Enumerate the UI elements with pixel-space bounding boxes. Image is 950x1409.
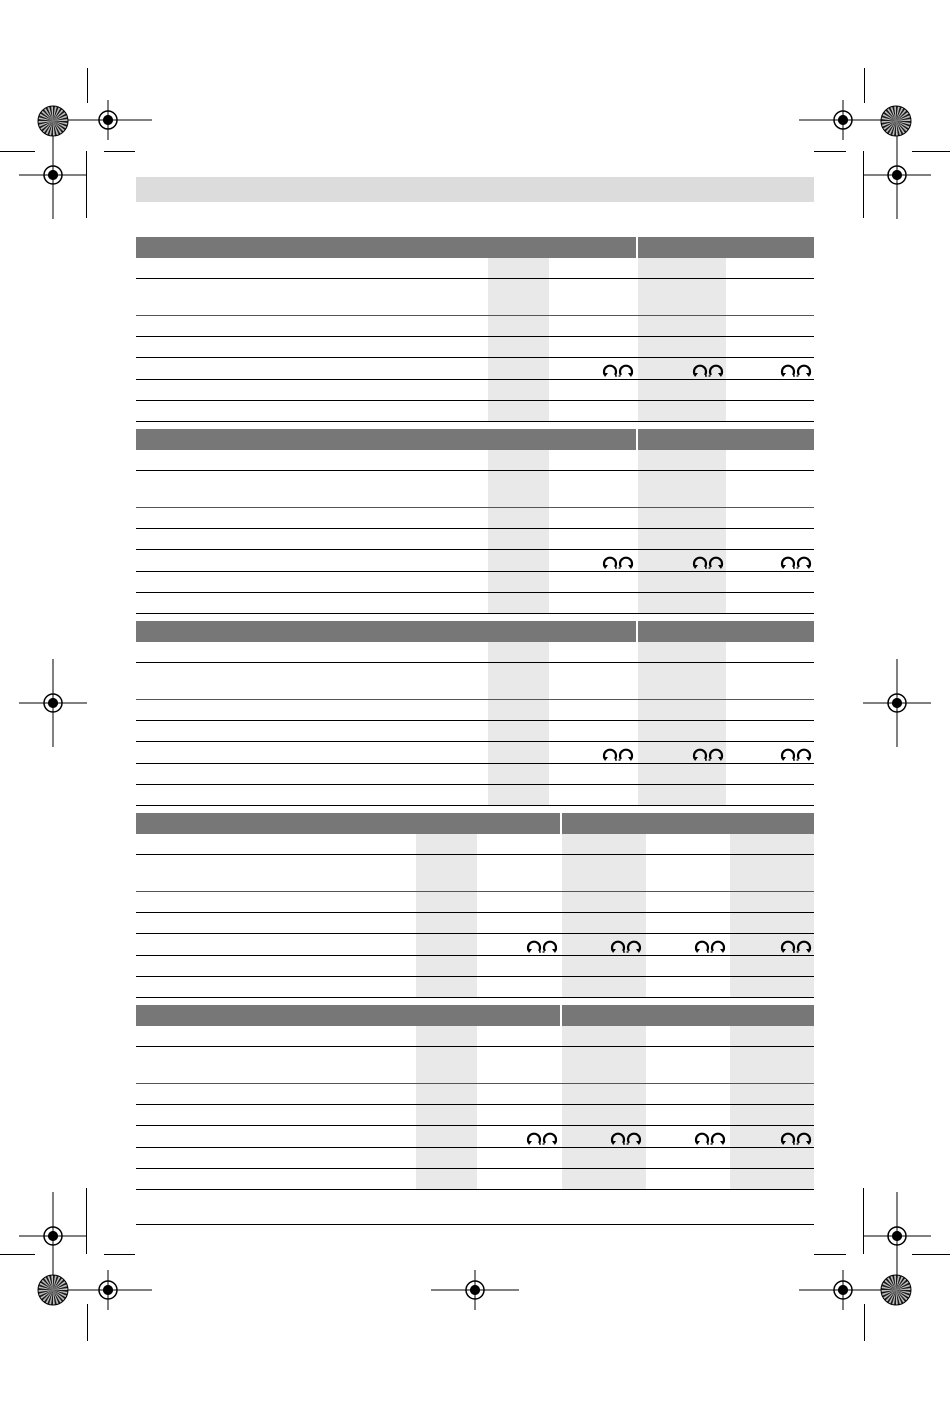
row-divider bbox=[136, 854, 814, 855]
table-header-main bbox=[136, 237, 636, 258]
table-5 bbox=[136, 1005, 814, 1190]
rotation-direction-icon bbox=[526, 937, 558, 955]
row-divider bbox=[136, 278, 814, 279]
row-divider bbox=[136, 763, 814, 764]
row-divider bbox=[136, 1189, 814, 1190]
shaded-column bbox=[562, 1026, 646, 1189]
registration-target-icon bbox=[64, 1246, 152, 1339]
row-divider bbox=[136, 955, 814, 956]
shaded-column bbox=[416, 1026, 477, 1189]
table-header-main bbox=[136, 621, 636, 642]
row-divider bbox=[136, 357, 814, 358]
row-divider bbox=[136, 507, 814, 508]
row-divider bbox=[136, 571, 814, 572]
row-divider bbox=[136, 976, 814, 977]
rotation-direction-icon bbox=[692, 553, 724, 571]
table-header-secondary bbox=[562, 813, 814, 834]
row-divider bbox=[136, 1104, 814, 1105]
row-divider bbox=[136, 528, 814, 529]
table-header-main bbox=[136, 813, 560, 834]
registration-target-icon bbox=[853, 131, 941, 224]
color-wheel-icon bbox=[879, 1273, 913, 1312]
row-divider bbox=[136, 613, 814, 614]
rotation-direction-icon bbox=[692, 745, 724, 763]
registration-target-icon bbox=[853, 659, 941, 752]
shaded-column bbox=[638, 258, 726, 421]
rotation-direction-icon bbox=[602, 745, 634, 763]
shaded-column bbox=[488, 642, 549, 805]
row-divider bbox=[136, 1125, 814, 1126]
row-divider bbox=[136, 912, 814, 913]
row-divider bbox=[136, 997, 814, 998]
row-divider bbox=[136, 421, 814, 422]
row-divider bbox=[136, 379, 814, 380]
shaded-column bbox=[416, 834, 477, 997]
row-divider bbox=[136, 549, 814, 550]
row-divider bbox=[136, 336, 814, 337]
row-divider bbox=[136, 720, 814, 721]
rotation-direction-icon bbox=[602, 361, 634, 379]
table-header-main bbox=[136, 429, 636, 450]
table-header-secondary bbox=[638, 237, 814, 258]
rotation-direction-icon bbox=[694, 1129, 726, 1147]
header-band bbox=[136, 177, 814, 202]
row-divider bbox=[136, 805, 814, 806]
row-divider bbox=[136, 1083, 814, 1084]
color-wheel-icon bbox=[36, 104, 70, 143]
color-wheel-icon bbox=[879, 104, 913, 143]
rotation-direction-icon bbox=[526, 1129, 558, 1147]
shaded-column bbox=[730, 834, 814, 997]
registration-target-icon bbox=[9, 659, 97, 752]
row-divider bbox=[136, 933, 814, 934]
shaded-column bbox=[562, 834, 646, 997]
footer-rule bbox=[136, 1224, 814, 1225]
rotation-direction-icon bbox=[694, 937, 726, 955]
table-header-secondary bbox=[638, 429, 814, 450]
table-header-main bbox=[136, 1005, 560, 1026]
shaded-column bbox=[638, 642, 726, 805]
rotation-direction-icon bbox=[780, 1129, 812, 1147]
row-divider bbox=[136, 699, 814, 700]
shaded-column bbox=[730, 1026, 814, 1189]
table-4 bbox=[136, 813, 814, 998]
row-divider bbox=[136, 784, 814, 785]
table-header-secondary bbox=[638, 621, 814, 642]
row-divider bbox=[136, 1168, 814, 1169]
table-3 bbox=[136, 621, 814, 806]
row-divider bbox=[136, 1147, 814, 1148]
table-header-secondary bbox=[562, 1005, 814, 1026]
rotation-direction-icon bbox=[780, 553, 812, 571]
rotation-direction-icon bbox=[780, 361, 812, 379]
table-2 bbox=[136, 429, 814, 614]
rotation-direction-icon bbox=[610, 937, 642, 955]
row-divider bbox=[136, 592, 814, 593]
shaded-column bbox=[488, 258, 549, 421]
rotation-direction-icon bbox=[602, 553, 634, 571]
registration-target-icon bbox=[799, 1246, 887, 1339]
shaded-column bbox=[488, 450, 549, 613]
row-divider bbox=[136, 315, 814, 316]
registration-target-icon bbox=[9, 131, 97, 224]
registration-target-icon bbox=[431, 1246, 519, 1339]
row-divider bbox=[136, 400, 814, 401]
row-divider bbox=[136, 891, 814, 892]
rotation-direction-icon bbox=[610, 1129, 642, 1147]
rotation-direction-icon bbox=[692, 361, 724, 379]
shaded-column bbox=[638, 450, 726, 613]
rotation-direction-icon bbox=[780, 937, 812, 955]
rotation-direction-icon bbox=[780, 745, 812, 763]
row-divider bbox=[136, 470, 814, 471]
row-divider bbox=[136, 741, 814, 742]
row-divider bbox=[136, 1046, 814, 1047]
row-divider bbox=[136, 662, 814, 663]
table-1 bbox=[136, 237, 814, 422]
color-wheel-icon bbox=[36, 1273, 70, 1312]
